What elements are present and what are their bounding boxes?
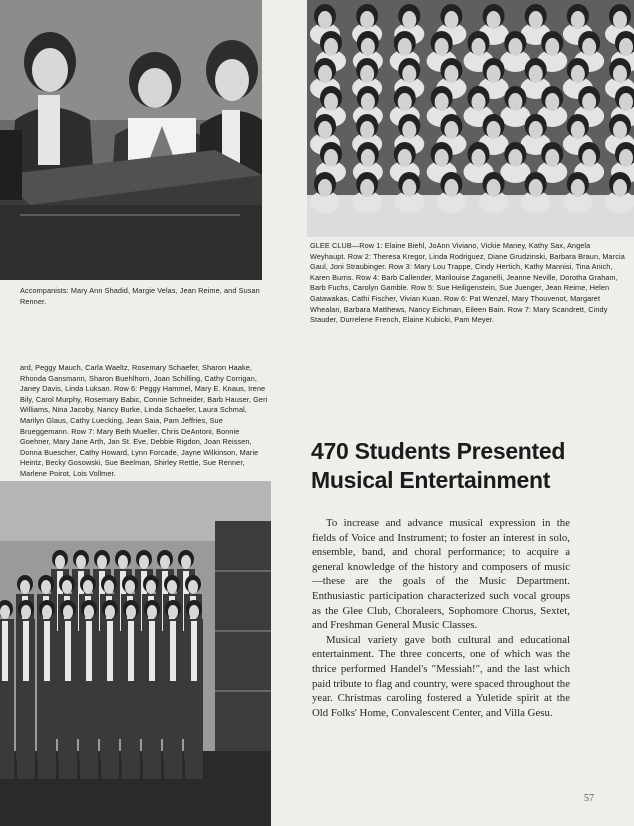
body-paragraph-1: To increase and advance musical expression in the fields of Voice and Instrument; to foster an interest in solo, ensemble, band, and choral performance; to acquire a general knowledge of the history and composers of music—these are the goals of the Music Department. Enthusiastic participation characterized such vocal groups as the Glee Club, Choraleers, Sophomore Chorus, Sextet, and Freshman General Music Classes. xyxy=(312,517,570,632)
accompanists-photo xyxy=(0,0,262,280)
glee-club-caption: GLEE CLUB—Row 1: Elaine Biehl, JoAnn Viviano, Vickie Maney, Kathy Sax, Angela Weyhaupt. Row 2: Theresa Kregor, Linda Rodriguez, Diane Grudzinski, Barbara Braun, Marcia Gaul, Joni Straubinger. Row 3: Mary Lou Trappe, Cindy Hertich, Kathy Mannisi, Tina Anich, Karen Burns. Row 4: Barb Callender, Marilouise Zaganelli, Jeanne Neville, Dorotha Graham, Barb Fuchs, Carolyn Gamble. Row 5: Sue Heiligenstein, Sue Juenger, Jean Reime, Helen Gatawakas, Cathi Fischer, Vivian Kuan. Row 6: Pat Wenzel, Mary Thouvenot, Margaret Whealan, Barbara Matthews, Nancy Eichman, Eileen Bain. Row 7: Mary Scandrett, Cindy Stauder, Durrelene French, Elaine Kubicki, Pam Meyer. xyxy=(310,241,625,325)
headline-line-2: Musical Entertainment xyxy=(311,467,551,493)
accompanists-caption: Accompanists: Mary Ann Shadid, Margie Velas, Jean Reime, and Susan Renner. xyxy=(20,286,260,306)
page-number: 57 xyxy=(584,793,594,804)
body-paragraph-2: Musical variety gave both cultural and educational entertainment. The three concerts, one of which was the thrice performed Handel's "Messiah!", and the last which paid tribute to flag and country, were spaced throughout the year. Christmas caroling fostered a Yuletide spirit at the Old Folks' Home, Convalescent Center, and Villa Gesu. xyxy=(312,633,570,719)
headline-line-1: 470 Students Presented xyxy=(311,438,566,464)
chorus-caption: ard, Peggy Mauch, Carla Waeltz, Rosemary Schaefer, Sharon Haake, Rhonda Gansmann, Sharon Buehlhorn, Joan Schilling, Cathy Corrigan, Janey Davis, Linda Luksan. Row 6: Peggy Hammel, Mary E. Knaus, Irene Bily, Carol Murphy, Rosemary Babic, Connie Schneider, Barb Hauser, Geri Williams, Nina Jacoby, Nancy Burke, Linda Schaefer, Laura Schmal, Marilyn Glaus, Cathy Luecking, Jean Saia, Pam Jeffries, Sue Brueggemann. Row 7: Mary Beth Mueller, Chris DeAntoni, Bonnie Goehner, Mary Jane Arth, Jan St. Eve, Debbie Rigdon, Joan Reissen, Donna Buescher, Cathy Howard, Lynn Forcade, Jayne Wilkinson, Marie Heintz, Becky Gosowski, Sue Beelman, Shirley Rettle, Sue Renner, Marlene Poirot, Lois Vollmer. xyxy=(20,363,268,478)
glee-club-photo xyxy=(307,0,634,237)
article-body xyxy=(312,516,570,720)
page-headline xyxy=(311,437,631,495)
chorus-photo xyxy=(0,481,271,826)
